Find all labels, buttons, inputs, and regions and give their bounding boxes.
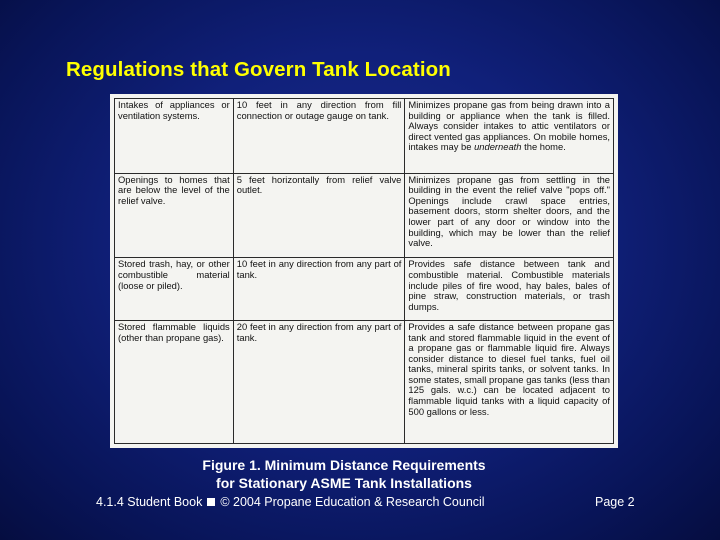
- table-cell-reason: Provides safe distance between tank and combustible material. Combustible materials include piles of fire wood, hay bales, bales of pine straw, construction materials, or trash dumps.: [405, 258, 614, 321]
- table-cell-distance: 20 feet in any direction from any part of tank.: [233, 320, 405, 443]
- caption-line-2: for Stationary ASME Tank Installations: [216, 475, 472, 491]
- footer-credit: [96, 495, 485, 509]
- square-bullet-icon: [207, 498, 215, 506]
- footer-copyright: © 2004 Propane Education & Research Council: [220, 495, 485, 509]
- reason-text: Minimizes propane gas from being drawn into a building or appliance when the tank is filled. Always consider intakes to attic ventilators or direct vented gas appliances. On mobile homes, intakes may be: [408, 99, 610, 153]
- table-row: [115, 258, 614, 321]
- reason-emphasis: underneath: [474, 141, 522, 153]
- table-cell-item: Stored flammable liquids (other than propane gas).: [115, 320, 234, 443]
- table-cell-distance: 10 feet in any direction from fill connection or outage gauge on tank.: [233, 99, 405, 174]
- table-cell-item: Openings to homes that are below the level of the relief valve.: [115, 173, 234, 258]
- table-cell-distance: 10 feet in any direction from any part of tank.: [233, 258, 405, 321]
- table-cell-reason: Provides a safe distance between propane gas tank and stored flammable liquid in the event of a propane gas or flammable liquid fire. Always consider distance to diesel fuel tanks, fuel oil tanks, mineral spirits tanks, or solvent tanks. In some states, small propane gas tanks (less than 125 gals. w.c.) can be located adjacent to flammable liquid tanks with a liquid capacity of 500 gallons or less.: [405, 320, 614, 443]
- reason-text-end: the home.: [521, 141, 566, 153]
- page-number: Page 2: [595, 495, 635, 509]
- regulations-table-figure: [110, 94, 618, 448]
- table-cell-reason: [405, 99, 614, 174]
- regulations-table: [114, 98, 614, 444]
- table-row: [115, 320, 614, 443]
- table-cell-item: Stored trash, hay, or other combustible material (loose or piled).: [115, 258, 234, 321]
- figure-caption: [0, 456, 688, 492]
- footer-book-label: 4.1.4 Student Book: [96, 495, 203, 509]
- table-row: [115, 99, 614, 174]
- table-cell-item: Intakes of appliances or ventilation systems.: [115, 99, 234, 174]
- slide-title: Regulations that Govern Tank Location: [66, 58, 451, 81]
- table-cell-distance: 5 feet horizontally from relief valve outlet.: [233, 173, 405, 258]
- caption-line-1: Figure 1. Minimum Distance Requirements: [202, 457, 486, 473]
- table-row: [115, 173, 614, 258]
- table-cell-reason: Minimizes propane gas from settling in the building in the event the relief valve "pops off." Openings include crawl space entries, basement doors, storm shelter doors, and the lower part of any door or window into the building, which may be lower than the relief valve.: [405, 173, 614, 258]
